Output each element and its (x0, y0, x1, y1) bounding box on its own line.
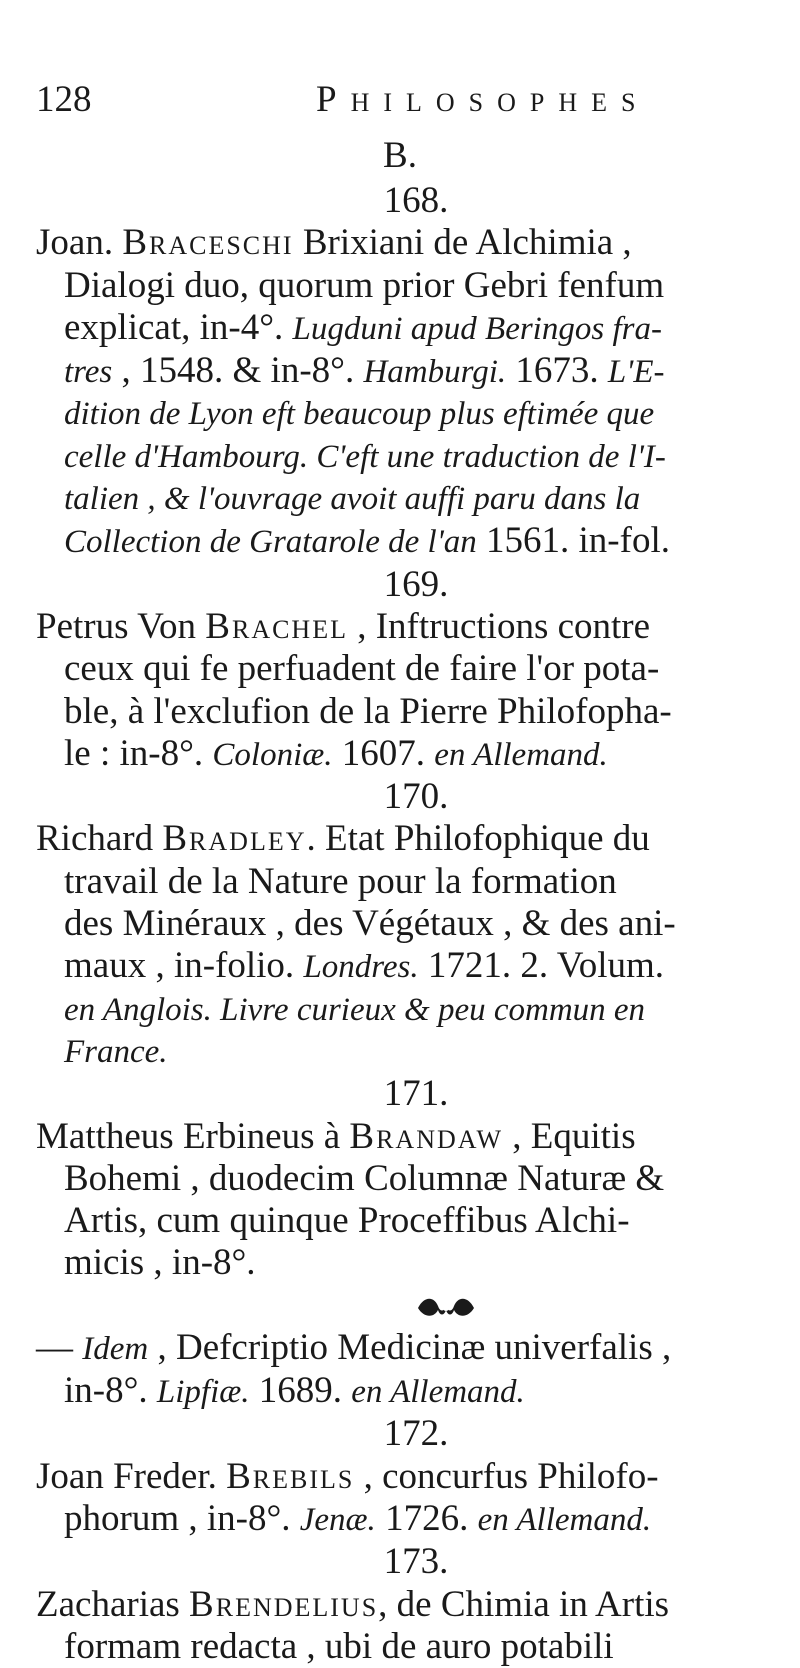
entry-line: formam redacta , ubi de auro potabili (64, 1625, 614, 1667)
author-name: Brachel (205, 605, 348, 647)
entry-line: Joan Freder. Brebils , concurfus Philofo- (36, 1455, 659, 1497)
author-name: Braceschi (122, 222, 294, 264)
entry-line: in-8°. Lipfiæ. 1689. en Allemand. (64, 1370, 525, 1412)
entry-note: celle d'Hambourg. C'eft une traduction de l'I- (64, 438, 666, 475)
entry-line: Petrus Von Brachel , Inftructions contre (36, 605, 651, 647)
entry-line: ceux qui fe perfuadent de faire l'or pota- (64, 648, 660, 690)
entry-note: France. (64, 1033, 168, 1070)
entry-line: Bohemi , duodecim Columnæ Naturæ & (64, 1157, 665, 1199)
entry-number: 172. (383, 1413, 449, 1455)
entry-line: travail de la Nature pour la formation (64, 860, 617, 902)
entry-line: Artis, cum quinque Proceffibus Alchi- (64, 1200, 630, 1242)
entry-number: 173. (383, 1541, 449, 1583)
entry-note: talien , & l'ouvrage avoit auffi paru dans la (64, 481, 641, 518)
entry-line: — Idem , Defcriptio Medicinæ univerfalis , (36, 1326, 672, 1368)
entry-line: ble, à l'exclufion de la Pierre Philofopha- (64, 690, 672, 732)
section-letter: B. (383, 135, 417, 176)
entry-note: dition de Lyon eft beaucoup plus eftimée que (64, 396, 655, 433)
entry-line: tres , 1548. & in-8°. Hamburgi. 1673. L'E- (64, 350, 665, 392)
entry-line: maux , in-folio. Londres. 1721. 2. Volum. (64, 945, 664, 987)
entry-line: phorum , in-8°. Jenæ. 1726. en Allemand. (64, 1497, 652, 1539)
entry-line: des Minéraux , des Végétaux , & des ani- (64, 903, 676, 945)
author-name: Bradley (162, 818, 307, 860)
page-header (36, 78, 650, 128)
page-number: 128 (36, 79, 92, 120)
entry-line: le : in-8°. Coloniæ. 1607. en Allemand. (64, 732, 608, 774)
author-name: Brendelius (189, 1583, 379, 1625)
entry-number: 169. (383, 563, 449, 605)
running-title: Philosophes (316, 79, 650, 120)
entry-number: 170. (383, 776, 449, 818)
ornament-icon (36, 1285, 776, 1327)
entry-number: 171. (383, 1073, 449, 1115)
entry-line: Richard Bradley. Etat Philofophique du (36, 818, 650, 860)
entry-line: Zacharias Brendelius, de Chimia in Artis (36, 1583, 670, 1625)
author-name: Brebils (226, 1455, 355, 1497)
catalogue-body (36, 180, 776, 1668)
entry-line: explicat, in-4°. Lugduni apud Beringos fra- (64, 306, 662, 348)
entry-number: 168. (383, 180, 449, 221)
entry-line: Dialogi duo, quorum prior Gebri fenfum (64, 264, 665, 306)
entry-line: micis , in-8°. (64, 1242, 256, 1284)
author-name: Brandaw (349, 1115, 503, 1157)
entry-line: Joan. Braceschi Brixiani de Alchimia , (36, 222, 632, 264)
entry-note: en Anglois. Livre curieux & peu commun en (64, 991, 646, 1028)
entry-line: Collection de Gratarole de l'an 1561. in-fol. (64, 520, 670, 562)
entry-line: Mattheus Erbineus à Brandaw , Equitis (36, 1115, 636, 1157)
